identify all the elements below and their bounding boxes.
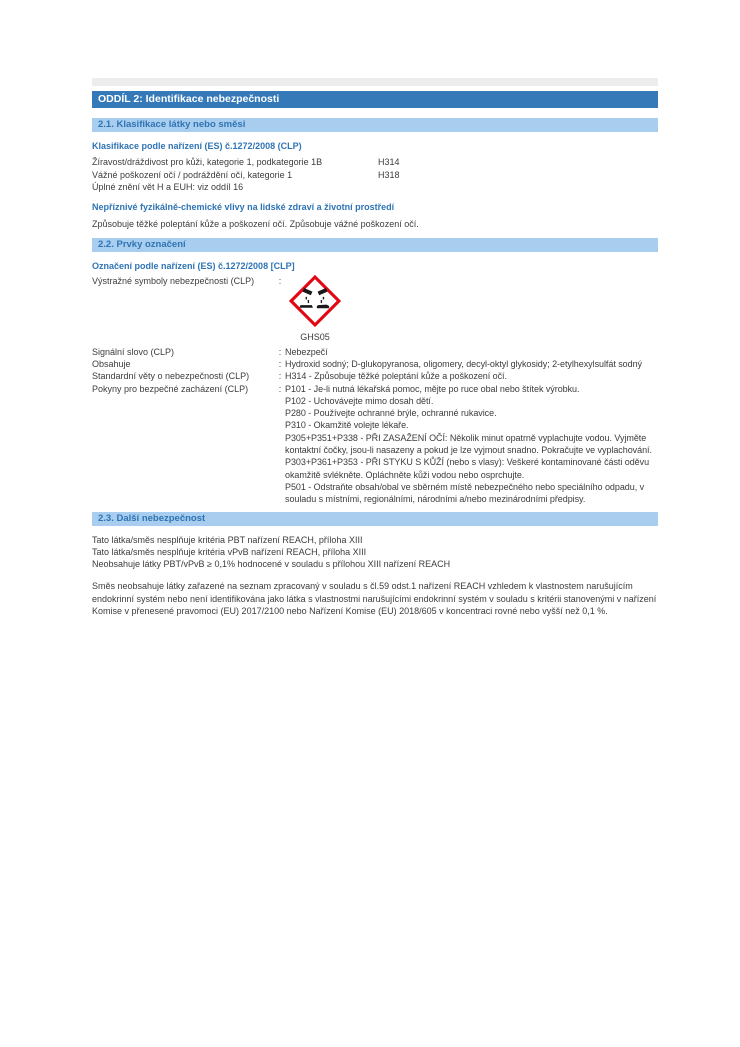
list-item: Tato látka/směs nesplňuje kritéria PBT nařízení REACH, příloha XIII [92,534,363,545]
classification-heading: Klasifikace podle nařízení (ES) č.1272/2008 (CLP) [92,141,302,151]
hazard-class-name: Vážné poškození očí / podráždění očí, kategorie 1 [92,169,293,180]
labeling-heading: Označení podle nařízení (ES) č.1272/2008 [CLP] [92,260,295,271]
hazard-statements-row [92,370,658,382]
contains-row [92,358,658,370]
section-2-1-header: 2.1. Klasifikace látky nebo směsi [92,118,658,132]
page-top-divider [92,78,658,86]
colon: : [278,371,282,382]
adverse-effects-heading: Nepříznivé fyzikálně-chemické vlivy na lidské zdraví a životní prostředí [92,202,395,213]
hazard-statements-value: H314 - Způsobuje těžké poleptání kůže a poškození očí. [285,371,507,382]
sds-page [92,0,658,617]
list-item: P501 - Odstraňte obsah/obal ve sběrném místě nebezpečného nebo speciálního odpadu, v souladu s místními, regionálními, národními a/nebo mezinárodními předpisy. [285,481,645,505]
signal-word-label: Signální slovo (CLP) [92,346,175,357]
precautionary-label: Pokyny pro bezpečné zacházení (CLP) [92,383,249,394]
precautionary-list [285,383,658,506]
pictograms-label: Výstražné symboly nebezpečnosti (CLP) [92,276,255,287]
labeling-rows [92,275,658,505]
signal-word-row [92,346,658,358]
hazard-code: H318 [378,169,400,180]
signal-word-value: Nebezpečí [285,346,328,357]
adverse-effects-text: Způsobuje těžké poleptání kůže a poškození očí. Způsobuje vážné poškození očí. [92,219,419,230]
hazard-code: H314 [378,157,400,168]
hazard-class-name: Žíravost/dráždivost pro kůži, kategorie 1, podkategorie 1B [92,157,323,168]
table-row [92,156,658,168]
section-2-header: ODDÍL 2: Identifikace nebezpečnosti [92,91,658,108]
list-item: Tato látka/směs nesplňuje kritéria vPvB nařízení REACH, příloha XIII [92,546,367,557]
list-item: P310 - Okamžitě volejte lékaře. [285,420,409,431]
pictogram-cell [285,275,345,344]
labeling-detail-rows [92,346,658,506]
endocrine-disruptor-paragraph: Směs neobsahuje látky zařazené na seznam zpracovaný v souladu s čl.59 odst.1 nařízení REACH vzhledem k vlastnostem narušujícím endokrinní systém nebo není identifikována jako látka s vlastnostmi narušujícími endokrinní systém v souladu s kritérii stanovenými v nařízení Komise v přenesené pravomoci (EU) 2017/2100 nebo Nařízení Komise (EU) 2018/605 v koncentraci rovné nebo vyšší než 0,1 %. [92,581,657,617]
colon: : [278,383,282,394]
list-item: P101 - Je-li nutná lékařská pomoc, mějte po ruce obal nebo štítek výrobku. [285,383,580,394]
list-item: P102 - Uchovávejte mimo dosah dětí. [285,395,434,406]
colon: : [278,358,282,369]
section-2-2-header: 2.2. Prvky označení [92,238,658,252]
hazard-statements-label: Standardní věty o nebezpečnosti (CLP) [92,371,250,382]
precautionary-row [92,383,658,506]
pictogram-code-label: GHS05 [300,332,330,343]
colon: : [278,346,282,357]
list-item: Neobsahuje látky PBT/vPvB ≥ 0,1% hodnocené v souladu s přílohou XIII nařízení REACH [92,559,451,570]
list-item: P280 - Používejte ochranné brýle, ochranné rukavice. [285,408,497,419]
pictograms-row [92,275,658,344]
colon: : [278,276,282,287]
list-item: P303+P361+P353 - PŘI STYKU S KŮŽÍ (nebo s vlasy): Veškeré kontaminované části oděvu okamžitě svlékněte. Opláchněte kůži vodou nebo osprchujte. [285,457,650,480]
contains-value: Hydroxid sodný; D-glukopyranosa, oligomery, decyl-oktyl glykosidy; 2-etylhexylsulfát sodný [285,358,642,369]
ghs05-corrosion-icon [289,275,341,327]
section-2-3-header: 2.3. Další nebezpečnost [92,512,658,526]
hazard-class-table [92,156,658,193]
contains-label: Obsahuje [92,358,131,369]
table-row [92,169,658,181]
full-text-note: Úplné znění vět H a EUH: viz oddíl 16 [92,181,244,192]
list-item: P305+P351+P338 - PŘI ZASAŽENÍ OČÍ: Několik minut opatrně vyplachujte vodou. Vyjměte kontaktní čočky, jsou-li nasazeny a pokud je lze vyjmout snadno. Pokračujte ve vyplachování. [285,432,652,456]
pbt-statements [92,534,658,571]
